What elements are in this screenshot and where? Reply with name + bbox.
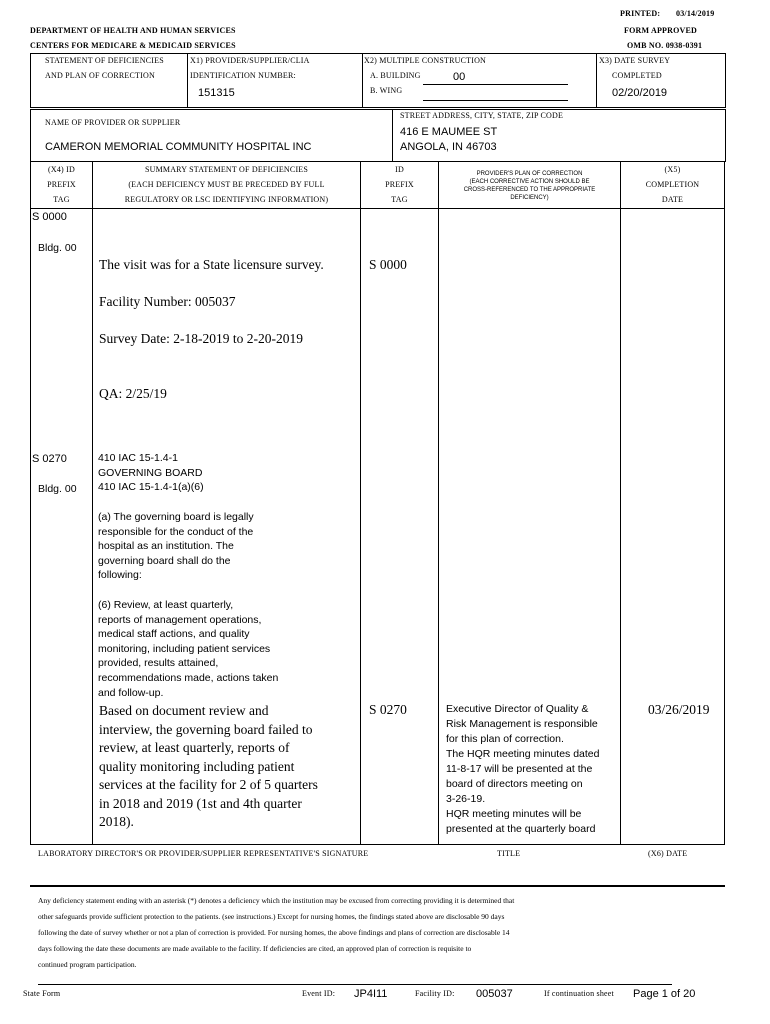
construction-label: X2) MULTIPLE CONSTRUCTION bbox=[364, 56, 487, 65]
id-tag-2: S 0270 bbox=[369, 702, 407, 717]
col-x4-line1: (X4) ID bbox=[48, 165, 75, 174]
regulation-block bbox=[98, 451, 204, 495]
paragraph-a-line: governing board shall do the bbox=[98, 554, 231, 567]
paragraph-a-line: responsible for the conduct of the bbox=[98, 525, 254, 538]
disclaimer bbox=[38, 893, 514, 973]
title-label: TITLE bbox=[497, 849, 521, 858]
col-summary-line2: (EACH DEFICIENCY MUST BE PRECEDED BY FULL bbox=[128, 180, 325, 189]
continuation-label: If continuation sheet bbox=[544, 989, 614, 998]
paragraph-a-line: hospital as an institution. The bbox=[98, 540, 234, 553]
plan-line: for this plan of correction. bbox=[446, 733, 564, 745]
paragraph-6-line: medical staff actions, and quality bbox=[98, 628, 250, 641]
printed-date: 03/14/2019 bbox=[676, 9, 715, 18]
building-value: 00 bbox=[453, 71, 466, 83]
col-x5-line3: DATE bbox=[661, 195, 684, 204]
statement-label-1: STATEMENT OF DEFICIENCIES bbox=[45, 56, 164, 65]
regulation-line: 410 IAC 15-1.4-1 bbox=[98, 452, 178, 464]
address-label: STREET ADDRESS, CITY, STATE, ZIP CODE bbox=[400, 111, 564, 120]
date-survey-value: 02/20/2019 bbox=[612, 87, 668, 99]
address-street: 416 E MAUMEE ST bbox=[400, 126, 498, 138]
regulation-line: GOVERNING BOARD bbox=[98, 466, 203, 479]
col-x4-line2: PREFIX bbox=[47, 180, 76, 189]
facility-id-label: Facility ID: bbox=[415, 989, 455, 998]
printed-label: PRINTED: bbox=[620, 9, 661, 18]
col-plan-line3: CROSS-REFERENCED TO THE APPROPRIATE bbox=[463, 187, 596, 193]
plan-of-correction bbox=[446, 702, 600, 837]
disclaimer-line: days following the date these documents are made available to the facility. If deficiencies are cited, an approved plan of correction is requisite to bbox=[38, 944, 472, 953]
centers-name: CENTERS FOR MEDICARE & MEDICAID SERVICES bbox=[30, 41, 236, 50]
col-plan-line1: PROVIDER'S PLAN OF CORRECTION bbox=[476, 171, 583, 177]
paragraph-6-line: monitoring, including patient services bbox=[98, 642, 271, 655]
finding-line: services at the facility for 2 of 5 quarters bbox=[99, 777, 318, 792]
plan-line: Executive Director of Quality & bbox=[446, 703, 589, 715]
paragraph-a bbox=[98, 510, 254, 583]
x6-date-label: (X6) DATE bbox=[648, 849, 688, 858]
survey-line-1: The visit was for a State licensure survey. bbox=[99, 257, 324, 272]
event-id-value: JP4I11 bbox=[354, 988, 388, 1000]
date-survey-label-2: COMPLETED bbox=[612, 71, 662, 80]
col-summary-line1: SUMMARY STATEMENT OF DEFICIENCIES bbox=[144, 165, 309, 174]
provider-name-label: NAME OF PROVIDER OR SUPPLIER bbox=[45, 118, 181, 127]
prefix-tag-1: S 0000 bbox=[32, 211, 67, 223]
paragraph-6-line: (6) Review, at least quarterly, bbox=[98, 599, 234, 611]
finding-line: 2018). bbox=[99, 814, 134, 829]
regulation-line: 410 IAC 15-1.4-1(a)(6) bbox=[98, 481, 204, 494]
col-id-line3: TAG bbox=[391, 195, 408, 204]
finding-line: interview, the governing board failed to bbox=[99, 721, 313, 737]
col-id-line2: PREFIX bbox=[385, 180, 414, 189]
provider-id-label-2: IDENTIFICATION NUMBER: bbox=[190, 71, 296, 80]
date-survey-label-1: X3) DATE SURVEY bbox=[599, 56, 671, 65]
event-id-label: Event ID: bbox=[302, 989, 336, 998]
id-tag-1: S 0000 bbox=[369, 257, 407, 272]
plan-line: The HQR meeting minutes dated bbox=[446, 748, 600, 760]
disclaimer-line: Any deficiency statement ending with an asterisk (*) denotes a deficiency which the institution may be excused from correcting providing it is determined that bbox=[38, 896, 515, 905]
disclaimer-line: other safeguards provide sufficient protection to the patients. (see instructions.) Except for nursing homes, the findings stated above are disclosable 90 days bbox=[38, 912, 505, 921]
address-city: ANGOLA, IN 46703 bbox=[400, 141, 497, 153]
col-plan-line2: (EACH CORRECTIVE ACTION SHOULD BE bbox=[469, 179, 590, 185]
paragraph-6-line: recommendations made, actions taken bbox=[98, 671, 279, 684]
wing-label: B. WING bbox=[370, 86, 403, 95]
plan-line: 3-26-19. bbox=[446, 793, 486, 805]
col-summary-line3: REGULATORY OR LSC IDENTIFYING INFORMATION) bbox=[124, 195, 329, 204]
finding-line: in 2018 and 2019 (1st and 4th quarter bbox=[99, 795, 302, 811]
survey-line-3: Survey Date: 2-18-2019 to 2-20-2019 bbox=[99, 331, 303, 346]
facility-id-value: 005037 bbox=[476, 988, 513, 1000]
bldg-2: Bldg. 00 bbox=[38, 483, 77, 495]
bldg-1: Bldg. 00 bbox=[38, 242, 77, 254]
provider-name-value: CAMERON MEMORIAL COMMUNITY HOSPITAL INC bbox=[45, 141, 312, 153]
paragraph-6 bbox=[98, 598, 278, 700]
paragraph-6-line: provided, results attained, bbox=[98, 657, 219, 670]
dept-name: DEPARTMENT OF HEALTH AND HUMAN SERVICES bbox=[30, 26, 236, 35]
building-label: A. BUILDING bbox=[370, 71, 421, 80]
paragraph-a-line: (a) The governing board is legally bbox=[98, 511, 254, 523]
plan-line: Risk Management is responsible bbox=[446, 718, 598, 730]
disclaimer-line: following the date of survey whether or not a plan of correction is provided. For nursing homes, the above findings and plans of correction are disclosable 14 bbox=[38, 928, 510, 937]
paragraph-6-line: reports of management operations, bbox=[98, 613, 262, 626]
provider-id-label-1: X1) PROVIDER/SUPPLIER/CLIA bbox=[190, 56, 310, 65]
col-x5-line2: COMPLETION bbox=[645, 180, 700, 189]
signature-label: LABORATORY DIRECTOR'S OR PROVIDER/SUPPLIER REPRESENTATIVE'S SIGNATURE bbox=[38, 849, 369, 858]
plan-line: presented at the quarterly board bbox=[446, 823, 596, 835]
statement-label-2: AND PLAN OF CORRECTION bbox=[45, 71, 155, 80]
completion-date: 03/26/2019 bbox=[648, 702, 710, 717]
col-x5-line1: (X5) bbox=[664, 165, 681, 174]
finding-line: review, at least quarterly, reports of bbox=[99, 740, 290, 755]
finding-line: Based on document review and bbox=[99, 703, 269, 718]
prefix-tag-2: S 0270 bbox=[32, 453, 67, 465]
provider-id-value: 151315 bbox=[198, 87, 235, 99]
col-id-line1: ID bbox=[395, 165, 404, 174]
state-form-label: State Form bbox=[23, 989, 61, 998]
col-x4-line3: TAG bbox=[53, 195, 70, 204]
page-number: Page 1 of 20 bbox=[633, 988, 696, 1000]
plan-line: HQR meeting minutes will be bbox=[446, 808, 582, 820]
finding-line: quality monitoring including patient bbox=[99, 758, 295, 774]
disclaimer-line: continued program participation. bbox=[38, 960, 137, 969]
finding-block bbox=[99, 702, 318, 832]
plan-line: 11-8-17 will be presented at the bbox=[446, 763, 593, 775]
survey-line-2: Facility Number: 005037 bbox=[99, 294, 236, 309]
plan-line: board of directors meeting on bbox=[446, 778, 583, 790]
col-plan-line4: DEFICIENCY) bbox=[510, 195, 549, 201]
paragraph-a-line: following: bbox=[98, 569, 142, 582]
paragraph-6-line: and follow-up. bbox=[98, 686, 164, 699]
form-approved: FORM APPROVED bbox=[624, 26, 698, 35]
omb-number: OMB NO. 0938-0391 bbox=[627, 41, 703, 50]
survey-line-4: QA: 2/25/19 bbox=[99, 386, 167, 401]
